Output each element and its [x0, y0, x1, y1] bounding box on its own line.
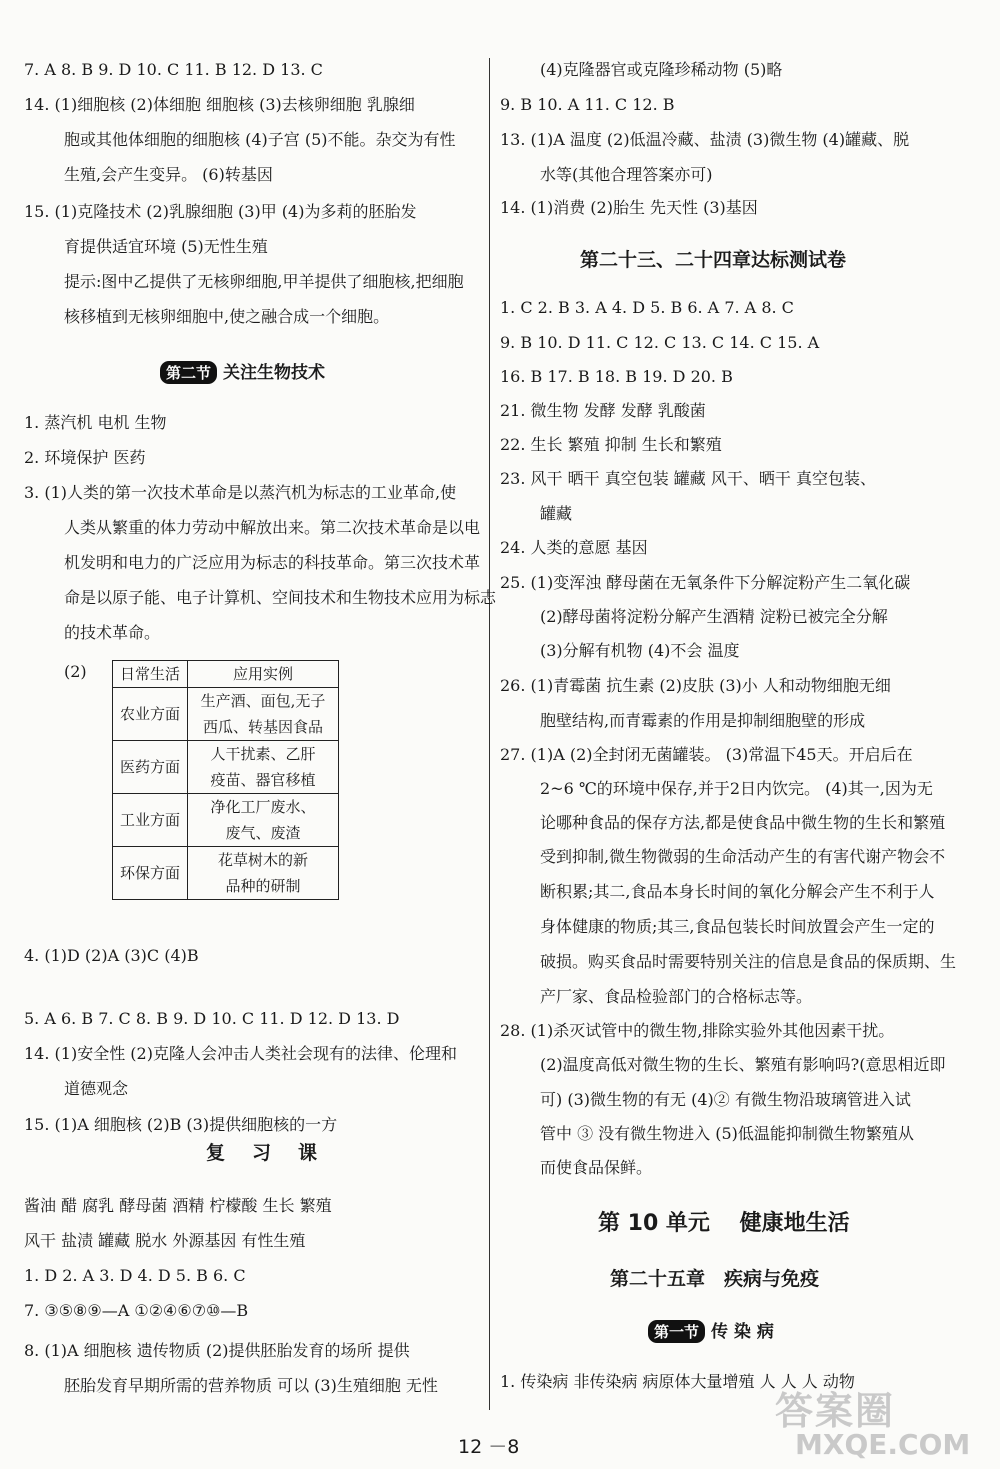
table-cell: 生产酒、面包,无子 西瓜、转基因食品 — [188, 688, 339, 741]
answer-line: 14. (1)安全性 (2)克隆人会冲击人类社会现有的法律、伦理和 — [24, 1044, 457, 1063]
table-cell: 净化工厂废水、 废气、废渣 — [188, 794, 339, 847]
answer-line: 育提供适宜环境 (5)无性生殖 — [64, 237, 268, 256]
answer-line: 可) (3)微生物的有无 (4)② 有微生物沿玻璃管进入试 — [540, 1090, 911, 1109]
watermark-logo — [765, 1380, 985, 1464]
answer-line: 7. ③⑤⑧⑨—A ①②④⑥⑦⑩—B — [24, 1301, 249, 1320]
answer-line: 25. (1)变浑浊 酵母菌在无氧条件下分解淀粉产生二氧化碳 — [500, 573, 911, 592]
answer-line: 1. C 2. B 3. A 4. D 5. B 6. A 7. A 8. C — [500, 298, 794, 317]
answer-line: 16. B 17. B 18. B 19. D 20. B — [500, 367, 733, 386]
section-heading — [160, 358, 325, 384]
answer-line: 9. B 10. A 11. C 12. B — [500, 95, 675, 114]
watermark-text: 答案圈 — [775, 1389, 896, 1433]
table-row — [113, 794, 339, 847]
section-title: 关注生物技术 — [223, 363, 326, 383]
answer-line: 核移植到无核卵细胞中,使之融合成一个细胞。 — [64, 307, 390, 326]
answer-line: 命是以原子能、电子计算机、空间技术和生物技术应用为标志 — [64, 588, 497, 607]
answer-line: 胚胎发育早期所需的营养物质 可以 (3)生殖细胞 无性 — [64, 1376, 438, 1395]
answer-line: 15. (1)克隆技术 (2)乳腺细胞 (3)甲 (4)为多莉的胚胎发 — [24, 202, 417, 221]
answer-line: 身体健康的物质;其三,食品包装长时间放置会产生一定的 — [540, 917, 935, 936]
table-cell: 医药方面 — [113, 741, 188, 794]
answer-line: 7. A 8. B 9. D 10. C 11. B 12. D 13. C — [24, 60, 323, 79]
application-table — [112, 660, 339, 900]
answer-line: 22. 生长 繁殖 抑制 生长和繁殖 — [500, 435, 722, 454]
answer-line: 罐藏 — [540, 504, 573, 523]
table-cell: 环保方面 — [113, 847, 188, 900]
section-tag: 第一节 — [648, 1320, 705, 1343]
watermark-url: MXQE.COM — [795, 1428, 971, 1461]
review-title: 复 习 课 — [206, 1142, 322, 1164]
page-number: 12 －8 — [458, 1436, 520, 1458]
answer-line: 4. (1)D (2)A (3)C (4)B — [24, 946, 199, 965]
section-heading — [648, 1317, 774, 1343]
answer-line: 受到抑制,微生物微弱的生命活动产生的有害代谢产物会不 — [540, 847, 946, 866]
table-row — [113, 741, 339, 794]
table-row — [113, 688, 339, 741]
table-row — [113, 847, 339, 900]
answer-line: 15. (1)A 细胞核 (2)B (3)提供细胞核的一方 — [24, 1115, 338, 1134]
answer-line: 2~6 ℃的环境中保存,并于2日内饮完。 (4)其一,因为无 — [540, 779, 933, 798]
table-header-cell: 应用实例 — [188, 661, 339, 688]
answer-line: 的技术革命。 — [64, 623, 161, 642]
answer-line: (2) — [64, 662, 87, 681]
section-title: 传 染 病 — [711, 1322, 774, 1342]
answer-line: 胞壁结构,而青霉素的作用是抑制细胞壁的形成 — [540, 711, 866, 730]
answer-line: 13. (1)A 温度 (2)低温冷藏、盐渍 (3)微生物 (4)罐藏、脱 — [500, 130, 910, 149]
answer-line: 1. 蒸汽机 电机 生物 — [24, 413, 167, 432]
answer-line: (2)酵母菌将淀粉分解产生酒精 淀粉已被完全分解 — [540, 607, 888, 626]
table-cell: 人干扰素、乙肝 疫苗、器官移植 — [188, 741, 339, 794]
chapter-title: 第二十五章 疾病与免疫 — [610, 1268, 820, 1290]
answer-line: 人类从繁重的体力劳动中解放出来。第二次技术革命是以电 — [64, 518, 481, 537]
unit-title: 第 10 单元 健康地生活 — [598, 1211, 850, 1236]
answer-line: (2)温度高低对微生物的生长、繁殖有影响吗?(意思相近即 — [540, 1055, 946, 1074]
answer-line: 28. (1)杀灭试管中的微生物,排除实验外其他因素干扰。 — [500, 1021, 895, 1040]
column-divider — [489, 58, 490, 1410]
answer-line: 胞或其他体细胞的细胞核 (4)子宫 (5)不能。杂交为有性 — [64, 130, 456, 149]
answer-line: 机发明和电力的广泛应用为标志的科技革命。第三次技术革 — [64, 553, 481, 572]
answer-line: 24. 人类的意愿 基因 — [500, 538, 648, 557]
answer-line: 水等(其他合理答案亦可) — [540, 165, 713, 184]
answer-line: 14. (1)消费 (2)胎生 先天性 (3)基因 — [500, 198, 758, 217]
answer-line: 1. 传染病 非传染病 病原体大量增殖 人 人 人 动物 — [500, 1372, 855, 1391]
answer-line: 酱油 醋 腐乳 酵母菌 酒精 柠檬酸 生长 繁殖 — [24, 1196, 332, 1215]
answer-line: 提示:图中乙提供了无核卵细胞,甲羊提供了细胞核,把细胞 — [64, 272, 464, 291]
answer-line: 生殖,会产生变异。 (6)转基因 — [64, 165, 273, 184]
table-header-cell: 日常生活 — [113, 661, 188, 688]
answer-line: 风干 盐渍 罐藏 脱水 外源基因 有性生殖 — [24, 1231, 306, 1250]
test-title: 第二十三、二十四章达标测试卷 — [580, 249, 847, 271]
answer-line: (3)分解有机物 (4)不会 温度 — [540, 641, 740, 660]
answer-line: 8. (1)A 细胞核 遗传物质 (2)提供胚胎发育的场所 提供 — [24, 1341, 410, 1360]
answer-line: 5. A 6. B 7. C 8. B 9. D 10. C 11. D 12. D 13. D — [24, 1009, 400, 1028]
answer-line: 23. 风干 晒干 真空包装 罐藏 风干、晒干 真空包装、 — [500, 469, 876, 488]
table-cell: 农业方面 — [113, 688, 188, 741]
answer-line: 论哪种食品的保存方法,都是使食品中微生物的生长和繁殖 — [540, 813, 946, 832]
table-header-row — [113, 661, 339, 688]
answer-line: 26. (1)青霉菌 抗生素 (2)皮肤 (3)小 人和动物细胞无细 — [500, 676, 891, 695]
answer-line: 1. D 2. A 3. D 4. D 5. B 6. C — [24, 1266, 246, 1285]
section-tag: 第二节 — [160, 361, 217, 384]
answer-line: 破损。购买食品时需要特别关注的信息是食品的保质期、生 — [540, 952, 957, 971]
answer-line: 2. 环境保护 医药 — [24, 448, 146, 467]
answer-line: 14. (1)细胞核 (2)体细胞 细胞核 (3)去核卵细胞 乳腺细 — [24, 95, 415, 114]
answer-line: 产厂家、食品检验部门的合格标志等。 — [540, 987, 813, 1006]
table-cell: 花草树木的新 品种的研制 — [188, 847, 339, 900]
answer-line: 21. 微生物 发酵 发酵 乳酸菌 — [500, 401, 706, 420]
answer-line: 道德观念 — [64, 1079, 129, 1098]
answer-line: 9. B 10. D 11. C 12. C 13. C 14. C 15. A — [500, 333, 820, 352]
answer-line: 管中 ③ 没有微生物进入 (5)低温能抑制微生物繁殖从 — [540, 1124, 914, 1143]
answer-line: (4)克隆器官或克隆珍稀动物 (5)略 — [540, 60, 783, 79]
table-cell: 工业方面 — [113, 794, 188, 847]
answer-line: 断积累;其二,食品本身长时间的氧化分解会产生不利于人 — [540, 882, 935, 901]
answer-line: 27. (1)A (2)全封闭无菌罐装。 (3)常温下45天。开启后在 — [500, 745, 913, 764]
answer-line: 3. (1)人类的第一次技术革命是以蒸汽机为标志的工业革命,使 — [24, 483, 457, 502]
answer-line: 而使食品保鲜。 — [540, 1158, 653, 1177]
